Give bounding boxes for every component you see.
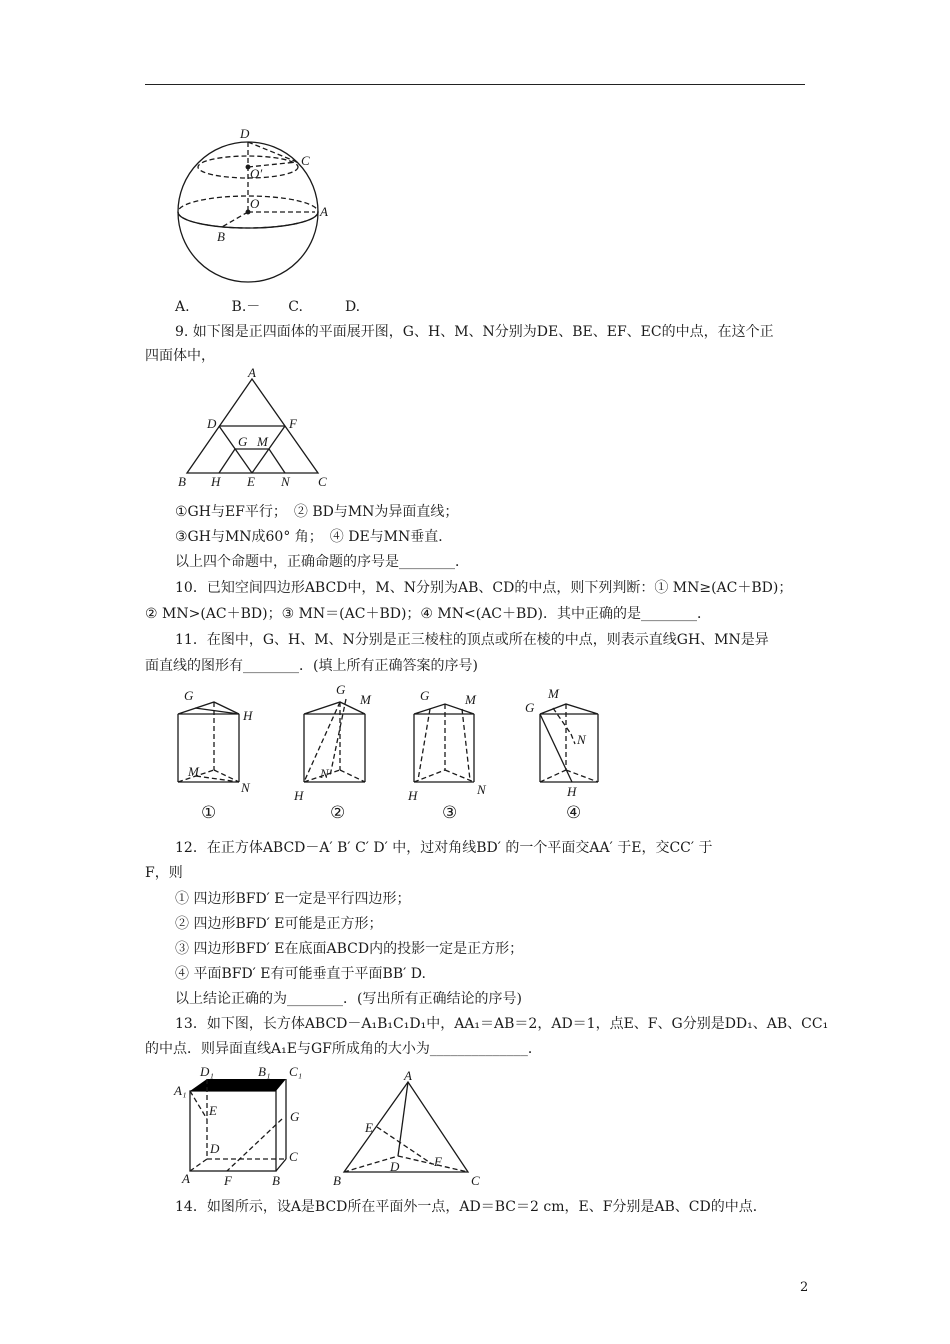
p2-M: M bbox=[360, 692, 371, 707]
p4-G: G bbox=[525, 700, 535, 715]
label-A: A bbox=[182, 1171, 190, 1186]
q10-line2: ② MN>(AC＋BD)；③ MN＝(AC＋BD)；④ MN<(AC＋BD)．其中正确的是________． bbox=[145, 606, 711, 622]
label-N: N bbox=[281, 474, 290, 489]
label-F: F bbox=[289, 416, 297, 431]
label-G: G bbox=[290, 1109, 300, 1124]
label-O-prime: O′ bbox=[250, 166, 263, 181]
p2-H: H bbox=[294, 788, 304, 803]
label-B: B bbox=[272, 1173, 280, 1188]
label-C1: C₁ bbox=[289, 1064, 303, 1079]
p2-G: G bbox=[336, 682, 346, 697]
q10-line1: 10．已知空间四边形ABCD中，M、N分别为AB、CD的中点，则下列判断：① MN≥(AC＋BD)； bbox=[175, 580, 793, 596]
label-E: E bbox=[247, 474, 255, 489]
q12-item-2: ② 四边形BFD′ E可能是正方形； bbox=[175, 916, 383, 932]
label-M: M bbox=[257, 434, 268, 449]
p3-G: G bbox=[420, 688, 430, 703]
p3-N: N bbox=[477, 782, 486, 797]
label-B: B bbox=[333, 1173, 341, 1188]
p4-H: H bbox=[567, 784, 577, 799]
label-C: C bbox=[471, 1173, 480, 1188]
p4-N: N bbox=[577, 732, 586, 747]
label-D1: D₁ bbox=[200, 1064, 214, 1079]
label-O: O bbox=[250, 196, 260, 211]
label-A: A bbox=[248, 365, 256, 380]
q12-line1: 12．在正方体ABCD－A′ B′ C′ D′ 中，过对角线BD′ 的一个平面交AA′ 于E，交CC′ 于 bbox=[175, 840, 713, 856]
label-G: G bbox=[238, 434, 248, 449]
prism-3-number: ③ bbox=[442, 803, 458, 823]
label-F: F bbox=[224, 1173, 232, 1188]
label-B: B bbox=[217, 229, 225, 244]
label-H: H bbox=[211, 474, 221, 489]
label-A1: A₁ bbox=[174, 1083, 187, 1098]
p2-N: N bbox=[320, 766, 329, 781]
prism-4 bbox=[525, 686, 598, 799]
label-E: E bbox=[209, 1103, 217, 1118]
prism-3 bbox=[407, 688, 487, 803]
p1-N: N bbox=[241, 780, 250, 795]
label-B: B bbox=[178, 474, 186, 489]
label-E: E bbox=[365, 1120, 373, 1135]
q9-option-1-2: ①GH与EF平行； ② BD与MN为异面直线； bbox=[175, 504, 459, 520]
q12-item-3: ③ 四边形BFD′ E在底面ABCD内的投影一定是正方形； bbox=[175, 941, 524, 957]
label-D: D bbox=[240, 126, 250, 141]
q12-item-4: ④ 平面BFD′ E有可能垂直于平面BB′ D. bbox=[175, 966, 426, 982]
q11-line2: 面直线的图形有________．(填上所有正确答案的序号) bbox=[145, 658, 478, 674]
q13-line1: 13．如下图，长方体ABCD－A₁B₁C₁D₁中，AA₁＝AB＝2，AD＝1，点E、F、G分别是DD₁、AB、CC₁ bbox=[175, 1016, 829, 1032]
p3-M: M bbox=[465, 692, 476, 707]
prisms-figure bbox=[170, 682, 620, 824]
prism-1-number: ① bbox=[201, 803, 217, 823]
q9-question: 以上四个命题中，正确命题的序号是________． bbox=[175, 554, 469, 570]
label-A: A bbox=[404, 1068, 412, 1083]
header-rule bbox=[145, 84, 805, 85]
q12-item-1: ① 四边形BFD′ E一定是平行四边形； bbox=[175, 891, 411, 907]
q13-line2: 的中点．则异面直线A₁E与GF所成角的大小为______________． bbox=[145, 1041, 542, 1057]
label-B1: B₁ bbox=[258, 1064, 271, 1079]
prism-2 bbox=[293, 682, 372, 803]
prism-4-number: ④ bbox=[566, 803, 582, 823]
p3-H: H bbox=[408, 788, 418, 803]
q11-line1: 11．在图中，G、H、M、N分别是正三棱柱的顶点或所在棱的中点，则表示直线GH、MN是异 bbox=[175, 632, 769, 648]
tetrahedron-net-figure bbox=[175, 365, 335, 490]
label-D: D bbox=[210, 1141, 220, 1156]
label-C: C bbox=[318, 474, 327, 489]
prism-2-number: ② bbox=[330, 803, 346, 823]
q14-line1: 14．如图所示，设A是BCD所在平面外一点，AD＝BC＝2 cm，E、F分别是AB、CD的中点． bbox=[175, 1199, 767, 1215]
q12-line2: F，则 bbox=[145, 865, 183, 881]
q8-options: A. B.－ C. D. bbox=[175, 299, 361, 315]
tetrahedron-figure bbox=[330, 1068, 490, 1192]
p1-H: H bbox=[243, 708, 253, 723]
cuboid-figure bbox=[172, 1065, 312, 1190]
label-D: D bbox=[390, 1159, 400, 1174]
prism-1 bbox=[178, 688, 253, 795]
label-F: F bbox=[434, 1154, 442, 1169]
q12-question: 以上结论正确的为________．(写出所有正确结论的序号) bbox=[175, 991, 522, 1007]
p4-M: M bbox=[548, 686, 559, 701]
page-number: 2 bbox=[800, 1280, 809, 1295]
label-C: C bbox=[301, 153, 310, 168]
label-D: D bbox=[207, 416, 217, 431]
p1-M: M bbox=[188, 764, 199, 779]
q9-line2: 四面体中， bbox=[145, 348, 215, 364]
q9-line1: 9. 如下图是正四面体的平面展开图，G、H、M、N分别为DE、BE、EF、EC的中点，在这个正 bbox=[175, 324, 774, 340]
sphere-figure bbox=[170, 120, 345, 300]
q9-option-3-4: ③GH与MN成60° 角； ④ DE与MN垂直． bbox=[175, 529, 453, 545]
p1-G: G bbox=[184, 688, 194, 703]
label-A: A bbox=[320, 204, 328, 219]
label-C: C bbox=[289, 1149, 298, 1164]
